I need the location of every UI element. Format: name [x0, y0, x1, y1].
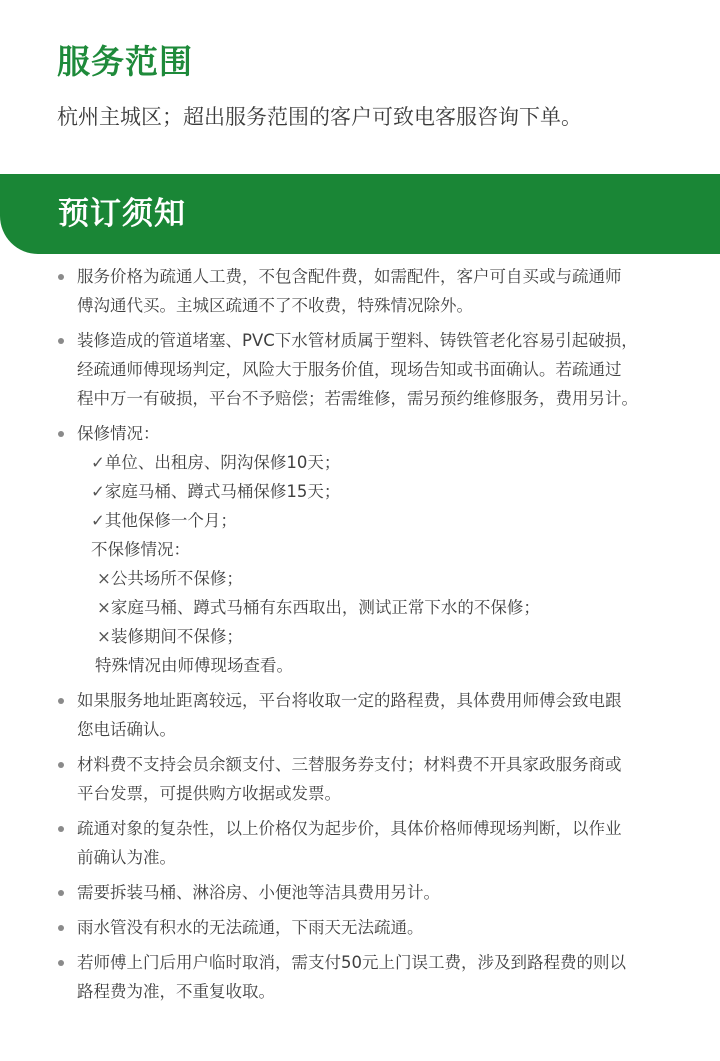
check-icon: ✓ [91, 453, 105, 472]
list-item [0, 878, 720, 907]
booking-notice-title: 预订须知 [58, 196, 186, 232]
list-item-text: 您电话确认。 [77, 720, 176, 739]
bullet-dot [58, 698, 64, 704]
warranty-covered-text: 家庭马桶、蹲式马桶保修15天； [104, 482, 341, 501]
not-covered-item [77, 564, 692, 593]
list-item [0, 326, 720, 413]
booking-notice-banner [0, 174, 720, 254]
warranty-covered-item [77, 506, 692, 535]
list-item [0, 814, 720, 872]
cross-icon: × [97, 598, 111, 617]
booking-notice-list [0, 262, 720, 1012]
list-item-text: 前确认为准。 [77, 848, 176, 867]
service-scope-section [0, 0, 720, 174]
list-item-text: 需要拆装马桶、淋浴房、小便池等洁具费用另计。 [77, 883, 440, 902]
not-covered-heading: 不保修情况： [91, 540, 190, 559]
bullet-dot [58, 960, 64, 966]
warranty-covered-item [77, 448, 692, 477]
bullet-dot [58, 431, 64, 437]
bullet-dot [58, 826, 64, 832]
not-covered-item [77, 622, 692, 651]
warranty-covered-text: 单位、出租房、阴沟保修10天； [104, 453, 341, 472]
bullet-dot [58, 890, 64, 896]
list-item-text: 雨水管没有积水的无法疏通，下雨天无法疏通。 [77, 918, 424, 937]
warranty-list-item [0, 419, 720, 680]
cross-icon: × [97, 569, 111, 588]
bullet-dot [58, 762, 64, 768]
list-item-text: 服务价格为疏通人工费，不包含配件费，如需配件，客户可自买或与疏通师 [77, 267, 622, 286]
list-item-text: 平台发票，可提供购方收据或发票。 [77, 784, 341, 803]
warranty-covered-item [77, 477, 692, 506]
list-item-text: 装修造成的管道堵塞、PVC下水管材质属于塑料、铸铁管老化容易引起破损， [77, 331, 638, 350]
list-item-text: 程中万一有破损，平台不予赔偿；若需维修，需另预约维修服务，费用另计。 [77, 389, 638, 408]
list-item [0, 686, 720, 744]
warranty-heading: 保修情况： [77, 424, 160, 443]
bullet-dot [58, 925, 64, 931]
list-item-text: 傅沟通代买。主城区疏通不了不收费，特殊情况除外。 [77, 296, 473, 315]
list-item-text: 若师傅上门后用户临时取消，需支付50元上门误工费，涉及到路程费的则以 [77, 953, 626, 972]
not-covered-text: 装修期间不保修； [110, 627, 243, 646]
check-icon: ✓ [91, 482, 105, 501]
list-item-text: 如果服务地址距离较远，平台将收取一定的路程费，具体费用师傅会致电跟 [77, 691, 622, 710]
warranty-covered-text: 其他保修一个月； [104, 511, 237, 530]
list-item-text: 经疏通师傅现场判定，风险大于服务价值，现场告知或书面确认。若疏通过 [77, 360, 622, 379]
list-item [0, 750, 720, 808]
list-item [0, 913, 720, 942]
list-item-text: 路程费为准，不重复收取。 [77, 982, 275, 1001]
special-case-text: 特殊情况由师傅现场查看。 [95, 656, 293, 675]
list-item-text: 材料费不支持会员余额支付、三替服务券支付；材料费不开具家政服务商或 [77, 755, 622, 774]
cross-icon: × [97, 627, 111, 646]
list-item-text: 疏通对象的复杂性，以上价格仅为起步价，具体价格师傅现场判断，以作业 [77, 819, 622, 838]
not-covered-text: 公共场所不保修； [110, 569, 243, 588]
not-covered-text: 家庭马桶、蹲式马桶有东西取出，测试正常下水的不保修； [110, 598, 540, 617]
not-covered-item [77, 593, 692, 622]
service-scope-title: 服务范围 [57, 42, 193, 81]
list-item [0, 948, 720, 1006]
service-scope-text: 杭州主城区；超出服务范围的客户可致电客服咨询下单。 [57, 105, 582, 129]
list-item [0, 262, 720, 320]
bullet-dot [58, 338, 64, 344]
bullet-dot [58, 274, 64, 280]
check-icon: ✓ [91, 511, 105, 530]
